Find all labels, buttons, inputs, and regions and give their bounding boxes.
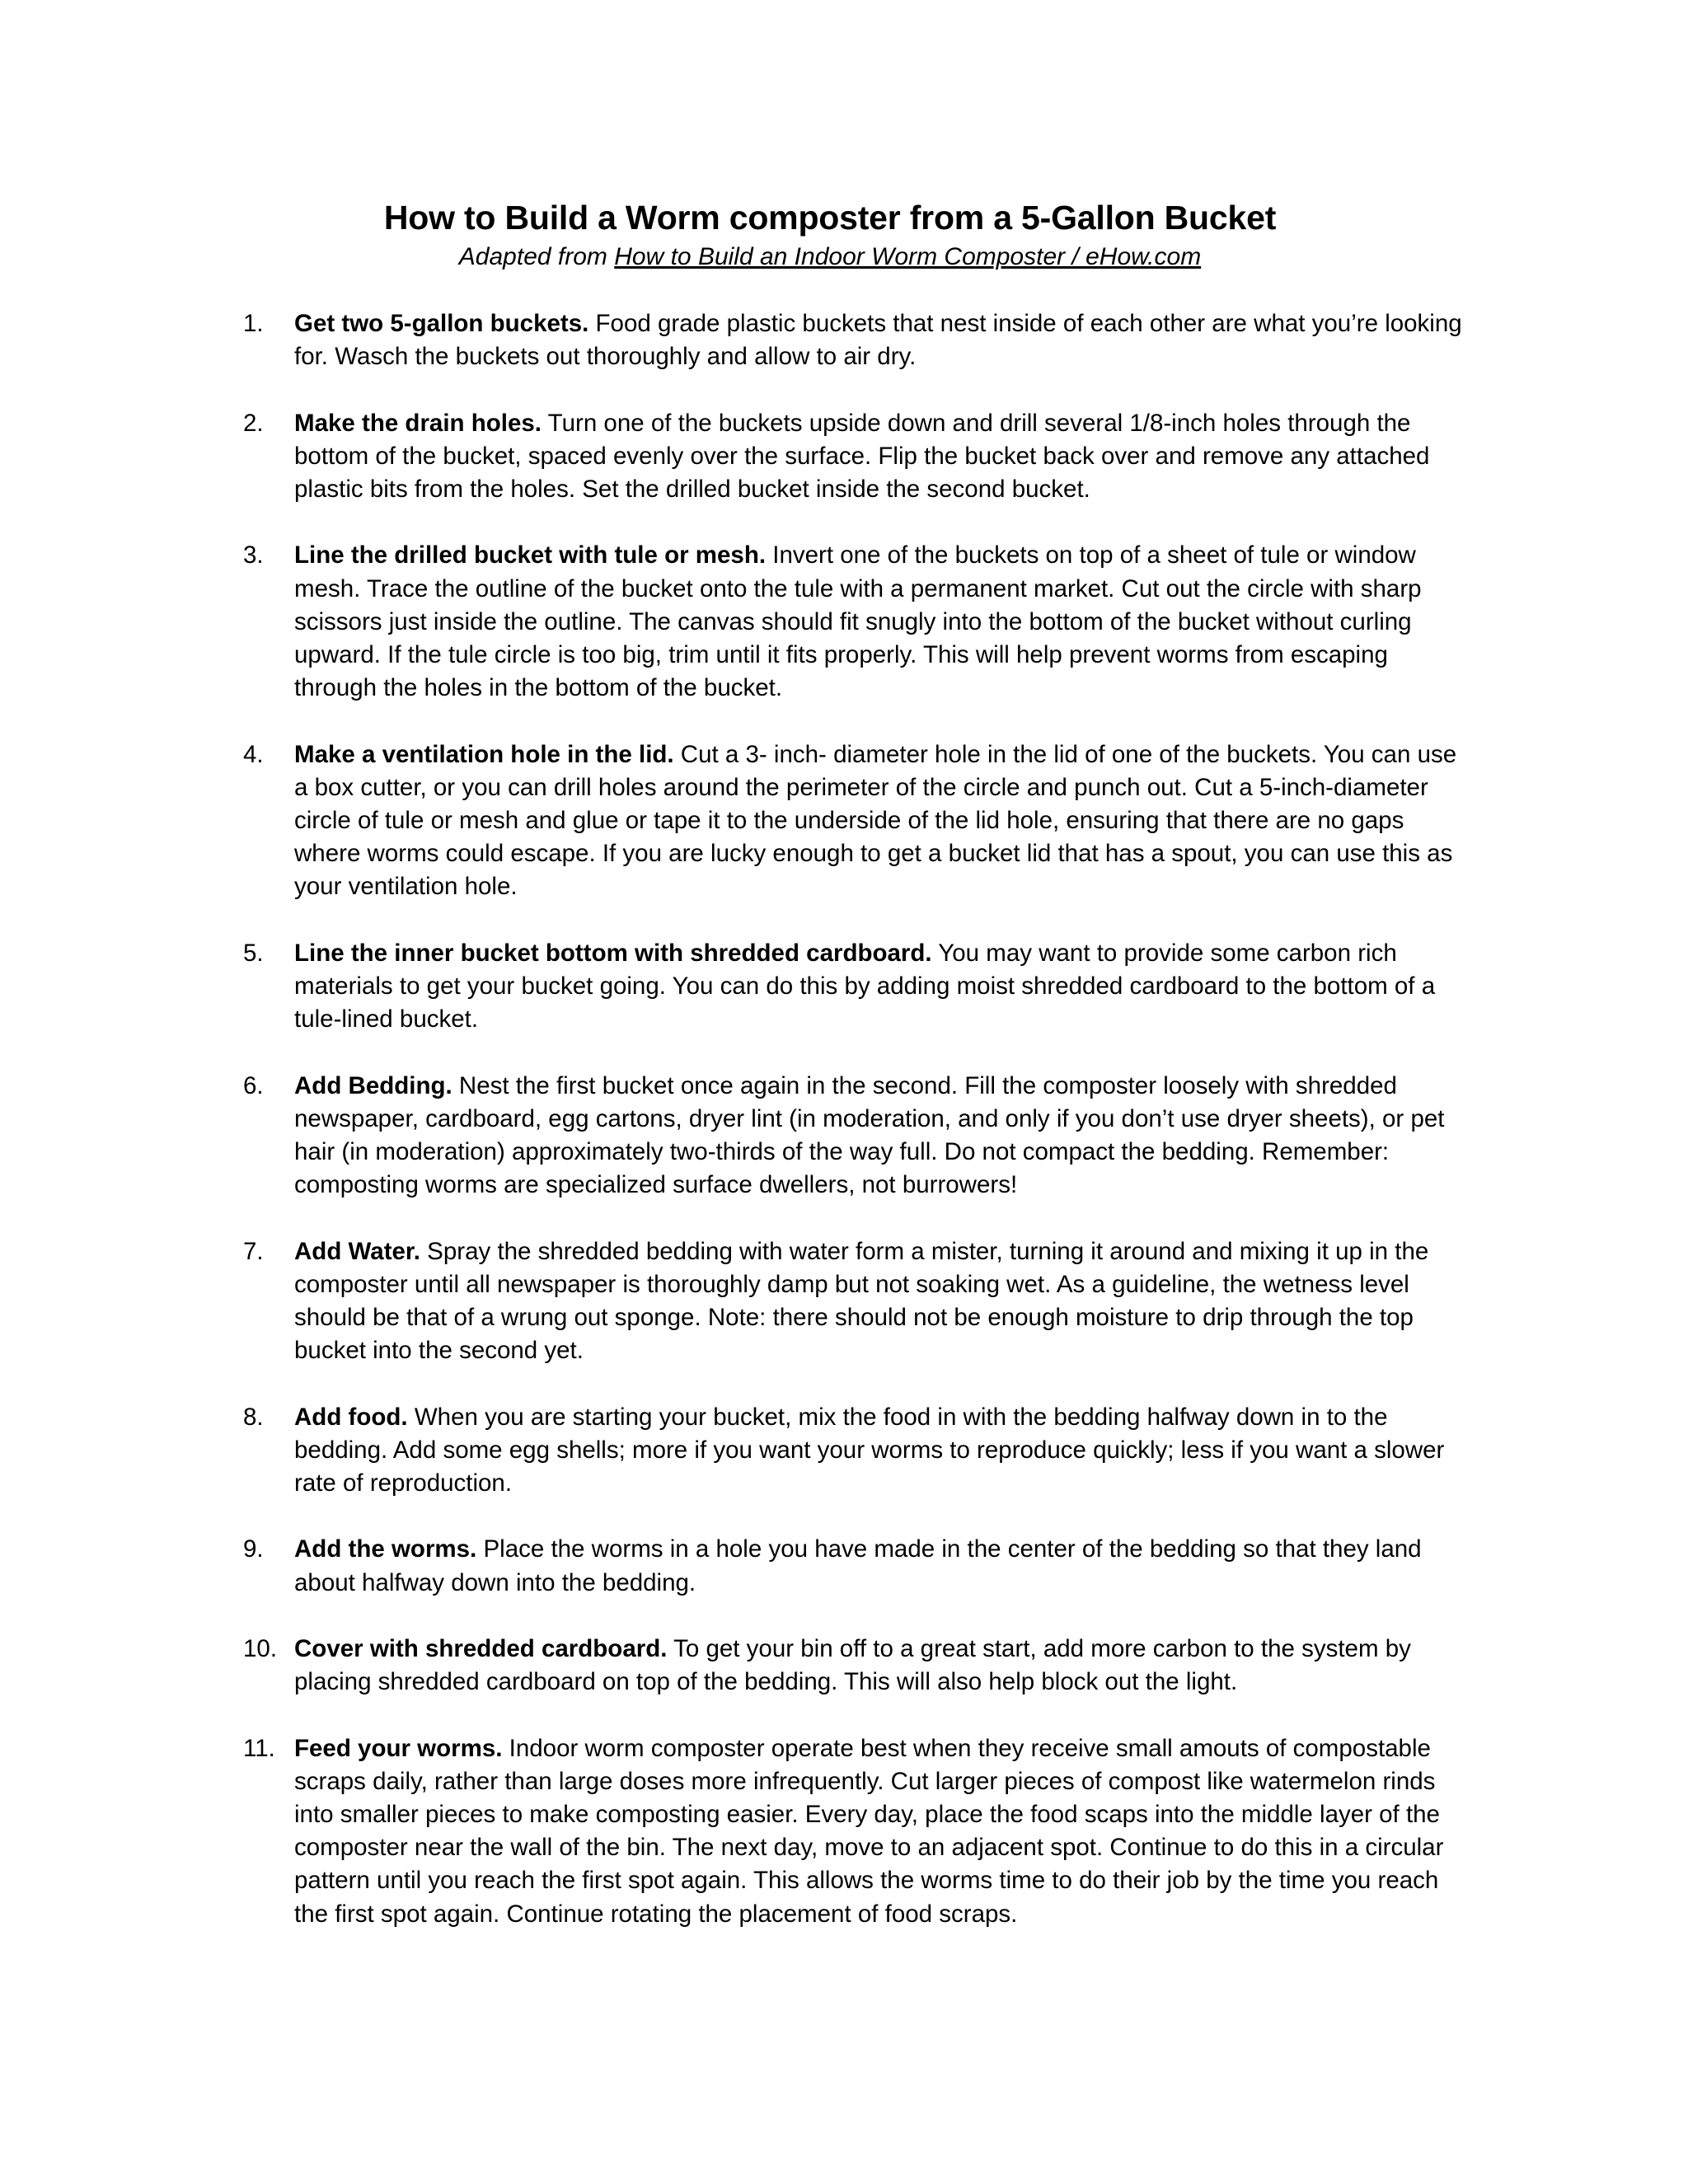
step-text: When you are starting your bucket, mix the food in with the bedding halfway down in to the bedding. Add some egg shells; more if you want your worms to reproduce quickly; less if you want a slower rate of reproduction. bbox=[294, 1403, 1445, 1497]
step-item bbox=[243, 1633, 1471, 1699]
step-text: Spray the shredded bedding with water form a mister, turning it around and mixing it up in the composter until all newspaper is thoroughly damp but not soaking wet. As a guideline, the wetness level should be that of a wrung out sponge. Note: there should not be enough moisture to drip through the top bucket into the second yet. bbox=[294, 1237, 1429, 1365]
source-link[interactable]: How to Build an Indoor Worm Composter / eHow.com bbox=[614, 243, 1202, 270]
step-number: 4. bbox=[243, 740, 264, 768]
step-item bbox=[243, 1235, 1471, 1368]
step-text: Place the worms in a hole you have made in the center of the bedding so that they land about halfway down into the bedding. bbox=[294, 1535, 1422, 1596]
step-heading: Add Bedding. bbox=[294, 1071, 452, 1099]
step-number: 3. bbox=[243, 541, 264, 569]
step-item bbox=[243, 1401, 1471, 1501]
step-item bbox=[243, 937, 1471, 1037]
step-text: You may want to provide some carbon rich materials to get your bucket going. You can do this by adding moist shredded cardboard to the bottom of a tule-lined bucket. bbox=[294, 939, 1436, 1033]
step-number: 5. bbox=[243, 939, 264, 967]
step-number: 10. bbox=[243, 1634, 278, 1662]
step-heading: Line the inner bucket bottom with shredded cardboard. bbox=[294, 939, 932, 967]
step-number: 8. bbox=[243, 1403, 264, 1431]
step-number: 2. bbox=[243, 409, 264, 437]
step-item bbox=[243, 307, 1471, 373]
document-title: How to Build a Worm composter from a 5-Gallon Bucket bbox=[383, 199, 1277, 237]
step-number: 7. bbox=[243, 1237, 264, 1265]
step-text: Indoor worm composter operate best when they receive small amouts of compostable scraps daily, rather than large doses more infrequently. Cut larger pieces of compost like watermelon rinds into smaller pieces to make composting easier. Every day, place the food scaps into the middle layer of the composter near the wall of the bin. The next day, move to an adjacent spot. Continue to do this in a circular pattern until you reach the first spot again. This allows the worms time to do their job by the time you reach the first spot again. Continue rotating the placement of food scraps. bbox=[294, 1734, 1444, 1928]
step-item bbox=[243, 1732, 1471, 1931]
step-item bbox=[243, 1533, 1471, 1599]
step-heading: Make the drain holes. bbox=[294, 409, 542, 437]
step-item bbox=[243, 407, 1471, 507]
step-heading: Make a ventilation hole in the lid. bbox=[294, 740, 674, 768]
step-heading: Cover with shredded cardboard. bbox=[294, 1634, 668, 1662]
step-item bbox=[243, 1070, 1471, 1202]
step-text: Cut a 3- inch- diameter hole in the lid of one of the buckets. You can use a box cutter, or you can drill holes around the perimeter of the circle and punch out. Cut a 5-inch-diameter circle of tule or mesh and glue or tape it to the underside of the lid hole, ensuring that there are no gaps where worms could escape. If you are lucky enough to get a bucket lid that has a spout, you can use this as your ventilation hole. bbox=[294, 740, 1457, 901]
step-heading: Feed your worms. bbox=[294, 1734, 503, 1762]
step-text: Invert one of the buckets on top of a sheet of tule or window mesh. Trace the outline of the bucket onto the tule with a permanent market. Cut out the circle with sharp scissors just inside the outline. The canvas should fit snugly into the bottom of the bucket without curling upward. If the tule circle is too big, trim until it fits properly. This will help prevent worms from escaping through the holes in the bottom of the bucket. bbox=[294, 541, 1422, 702]
subtitle-prefix: Adapted from bbox=[458, 243, 615, 270]
step-text: Turn one of the buckets upside down and drill several 1/8-inch holes through the bottom of the bucket, spaced evenly over the surface. Flip the bucket back over and remove any attached plastic bits from the holes. Set the drilled bucket inside the second bucket. bbox=[294, 409, 1430, 503]
step-text: Food grade plastic buckets that nest inside of each other are what you’re looking for. Wasch the buckets out thoroughly and allow to air dry. bbox=[294, 310, 1462, 371]
step-heading: Add food. bbox=[294, 1403, 408, 1431]
step-text: To get your bin off to a great start, add more carbon to the system by placing shredded cardboard on top of the bedding. This will also help block out the light. bbox=[294, 1634, 1411, 1696]
document-subtitle bbox=[0, 241, 1660, 274]
step-number: 6. bbox=[243, 1071, 264, 1099]
step-item bbox=[243, 539, 1471, 705]
steps-list bbox=[243, 307, 1471, 1964]
step-number: 11. bbox=[243, 1734, 275, 1762]
step-heading: Get two 5-gallon buckets. bbox=[294, 310, 589, 337]
step-heading: Add the worms. bbox=[294, 1535, 477, 1563]
step-item bbox=[243, 738, 1471, 904]
step-number: 1. bbox=[243, 310, 264, 337]
step-heading: Add Water. bbox=[294, 1237, 420, 1265]
step-heading: Line the drilled bucket with tule or mesh. bbox=[294, 541, 767, 569]
step-text: Nest the first bucket once again in the second. Fill the composter loosely with shredded newspaper, cardboard, egg cartons, dryer lint (in moderation, and only if you don’t use dryer sheets), or pet hair (in moderation) approximately two-thirds of the way full. Do not compact the bedding. Remember: composting worms are specialized surface dwellers, not burrowers! bbox=[294, 1071, 1445, 1199]
step-number: 9. bbox=[243, 1535, 264, 1563]
